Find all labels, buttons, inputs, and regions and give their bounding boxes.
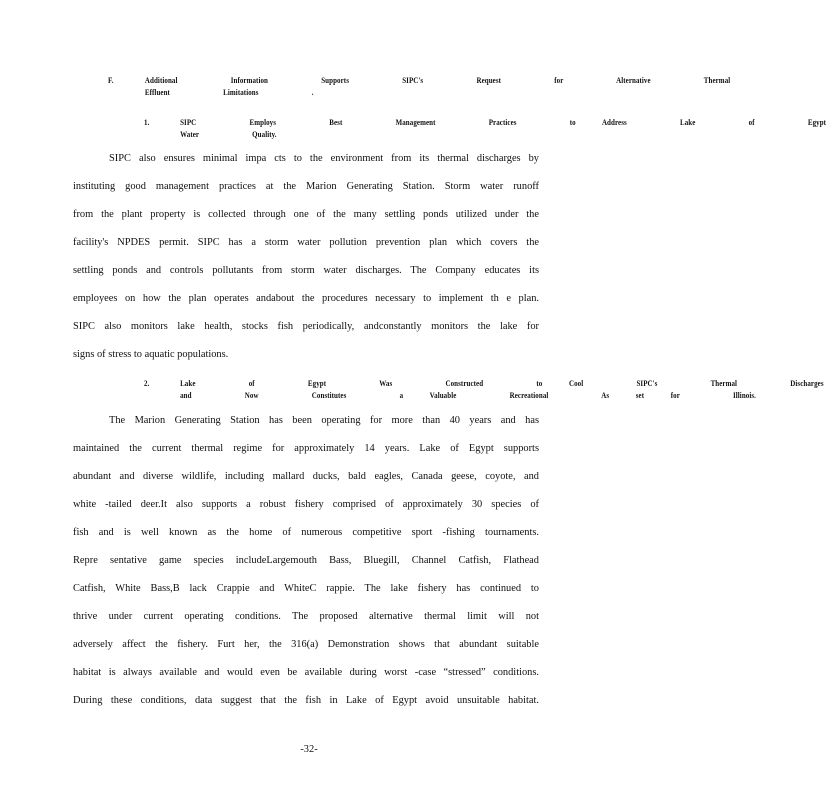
paragraph-line: Catfish, White Bass,B lack Crappie and WhiteC rappie. The lake fishery has continued to <box>73 583 539 594</box>
body-paragraph-2 <box>73 407 539 715</box>
body-paragraph-1 <box>73 145 539 369</box>
paragraph-line: instituting good management practices at the Marion Generating Station. Storm water runoff <box>73 181 539 192</box>
paragraph-line: SIPC also monitors lake health, stocks fish periodically, andconstantly monitors the lake for <box>73 321 539 332</box>
paragraph-line: abundant and diverse wildlife, including mallard ducks, bald eagles, Canada geese, coyote, and <box>73 471 539 482</box>
paragraph-line: adversely affect the fishery. Furt her, the 316(a) Demonstration shows that abundant suitable <box>73 639 539 650</box>
paragraph-line: fish and is well known as the home of numerous competitive sport -fishing tournaments. <box>73 527 539 538</box>
heading-line: Water Quality. <box>180 129 277 139</box>
paragraph-line: SIPC also ensures minimal impa cts to the environment from its thermal discharges by <box>109 153 539 164</box>
paragraph-line: facility's NPDES permit. SIPC has a storm water pollution prevention plan which covers the <box>73 237 539 248</box>
paragraph-line: signs of stress to aquatic populations. <box>73 349 229 360</box>
heading-line: Additional Information Supports SIPC's Request for Alternative Thermal <box>144 75 731 85</box>
heading-line: SIPC Employs Best Management Practices to Address Lake of Egypt <box>180 117 826 127</box>
paragraph-line: During these conditions, data suggest that the fish in Lake of Egypt avoid unsuitable habitat. <box>73 695 539 706</box>
paragraph-line: habitat is always available and would even be available during worst -case “stressed” conditions. <box>73 667 539 678</box>
paragraph-line: maintained the current thermal regime for approximately 14 years. Lake of Egypt supports <box>73 443 539 454</box>
paragraph-line: settling ponds and controls pollutants from storm water discharges. The Company educates its <box>73 265 539 276</box>
paragraph-line: from the plant property is collected through one of the many settling ponds utilized under the <box>73 209 539 220</box>
heading-line: and Now Constitutes a Valuable Recreational As set for Illinois. <box>180 390 757 400</box>
subsection-marker: 2. <box>144 378 150 388</box>
paragraph-line: employees on how the plan operates andabout the procedures necessary to implement th e plan. <box>73 293 539 304</box>
paragraph-line: white -tailed deer.It also supports a robust fishery comprised of approximately 30 species of <box>73 499 539 510</box>
paragraph-line: The Marion Generating Station has been operating for more than 40 years and has <box>109 415 539 426</box>
subsection-marker: 1. <box>144 117 150 127</box>
page-number: -32- <box>300 744 318 755</box>
heading-line: Lake of Egypt Was Constructed to Cool SIPC's Thermal Discharges <box>180 378 824 388</box>
heading-line: Effluent Limitations . <box>144 87 314 97</box>
paragraph-line: Repre sentative game species includeLargemouth Bass, Bluegill, Channel Catfish, Flathead <box>73 555 539 566</box>
section-marker: F. <box>108 75 114 85</box>
paragraph-line: thrive under current operating conditions. The proposed alternative thermal limit will not <box>73 611 539 622</box>
